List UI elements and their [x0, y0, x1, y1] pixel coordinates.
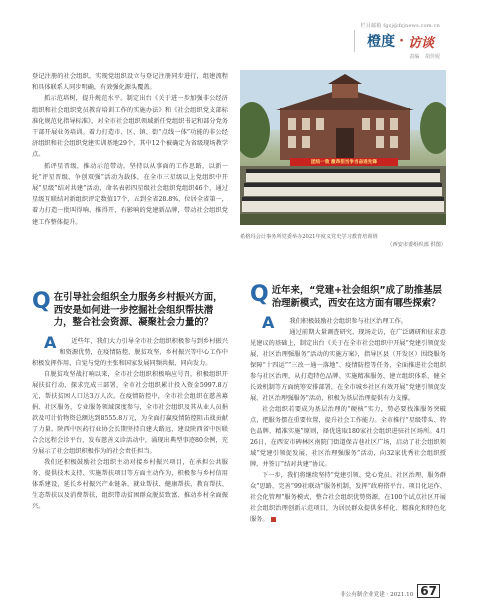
answer-body [250, 313, 446, 525]
paragraph [250, 470, 446, 525]
question-heading [32, 289, 228, 330]
question-marker: Q [250, 282, 269, 307]
question-text: 近年来，“党建+社会组织”成了助推基层治理新模式，西安在这方面有哪些探索？ [271, 285, 442, 309]
group-photo [240, 70, 446, 225]
column-separator: · [399, 33, 404, 49]
end-of-article-mark [271, 517, 276, 522]
question-text: 在引导社会组织全力服务乡村振兴方面，西安是如何进一步挖掘社会组织帮扶潜力，整合社会资源、凝聚社会力量的？ [53, 292, 223, 329]
column-subtitle: 访谈 [407, 35, 434, 51]
question-marker: Q [32, 289, 51, 314]
page-footer [340, 584, 440, 598]
qa-block-1 [32, 289, 228, 512]
caption-line: 希格玛会计事务所党委举办2021年度义党史学习教育培训班 [240, 234, 378, 240]
column-title: 橙度 [367, 34, 396, 50]
answer-marker: A [262, 313, 275, 333]
publication-name: 非公有制企业党建 · 2021.10 [340, 592, 414, 598]
editor-name: 胡佳妮 [424, 54, 440, 60]
question-heading [250, 282, 446, 310]
answer-lead-text: 近些年，我们大力引导全市社会组织积极参与到乡村振兴和资源优势，在疫情防控、脱贫攻坚、乡村振兴等中心工作中积极发挥作用，自觉与党的主张和国家发展同频共振、同向发力。 [32, 337, 228, 367]
paragraph: 我们还积极鼓励社会组织主动对接乡村振兴项目，在承担公共服务、提供技术支持、实施帮扶项目等方面主动作为，积极参与乡村信用体系建设，延长乡村振兴产业链条、就业帮扶、健康帮扶、教育帮扶、生态帮扶以及消费帮扶，组织带动贫困群众脱贫致富、推动乡村全面振兴。 [32, 458, 228, 510]
paragraph: 抓示范培树，提升规范水平。制定出台《关于进一步加强非公经济组织和社会组织党员教育培训工作的实施办法》和《社会组织党支部标准化规范化指导标准》，对全市社会组织领域新任党组织书记和部分党务干部开展业务培训。着力打造市、区、镇、街“点线一体”功能的非公经济组织和社会组织党建实训基地29个，其中12个被确定为省级现场教学点。 [32, 95, 228, 159]
photo-banner-text: 团结一致 激昂担当争当奋进先锋 [311, 160, 377, 165]
editor-credit [409, 53, 440, 60]
column-email: 栏目邮箱 fgsj@fzjnews.com.cn [360, 23, 440, 29]
editor-role: 责编 [409, 54, 420, 60]
paragraph: 登记注册的社会组织，实现党组织设立与登记注册同步进行，组建流程和具体联系人同步明确，有效强化源头覆盖。 [32, 73, 228, 92]
column-title-box [354, 30, 440, 52]
paragraph-text: 下一步，我们将继续坚持“党建引领、党心党员、社区治理、服务群众”思路，完善“99社联动”服务机制，发挥“政府搭平台、项目化运作、社会化管理”服务模式，整合社会组织优势资源，在100个试点社区开展社会组织治理创新示范项目，为居民群众提供多样化、精准化和特色化服务。 [250, 472, 446, 524]
answer-lead-text: 我们积极鼓励社会组织参与社区治理工作。 [289, 318, 407, 326]
caption-credit: （西安市委组织部 供图） [387, 242, 446, 248]
paragraph: 自脱贫攻坚战打响以来，全市社会组织积极响应号召，积极组织开展扶贫行动，探求完成三部署，全市社会组织累计投入资金5997.8万元，帮扶贫困人口达3万人次。在疫情防控中，全市社会组织在慈善募捐、社区服务、专业服务领域深度参与，全市社会组织及其从业人员捐款及可计价物资总额达到8555.8万元，为全面打赢疫情防控阻击战贡献了力量。陕西中医药行业协会长期坚持自建大路远、建设陕西省中医联合会远程会诊平台，发布慈善义诊活动中，涌现出典型事迹80余例，充分展示了社会组织积极作为的社会责任担当。 [32, 370, 228, 455]
column-header [361, 22, 440, 29]
paragraph: 社会组织若要成为基层治理的“硬核”实力，势必要找准服务突破点，把服务摆在重要位置，提升社会工作能力。全市推行“星级带头、特色品牌、精准实施”原则，择优选取180家社会组织进驻社区场所。4月26日，在西安市碑林区南院门街道保吉巷社区广场，启动了社会组织领域“党建引领促发展、社区治理强服务”活动，向32家优秀社会组织授牌，并签订“结对共建”协议。 [250, 406, 446, 469]
qa-block-2 [250, 282, 446, 525]
page-number: 67 [417, 584, 440, 598]
answer-marker: A [44, 332, 57, 352]
intro-text-column [32, 71, 228, 228]
group-photo-illustration [240, 70, 446, 225]
photo-caption [240, 233, 446, 249]
answer-first-paragraph [32, 332, 228, 369]
paragraph: 抓评星晋级，推动示范带动。坚持以从事面的工作思路，以新一轮“评星晋级、争创双强”活动为载体，在全市三星级以上党组织中开展“星级”结对共建”活动，命名表彰四星级社会组织党组织46个，通过星级互联结对新组织评定数值17个，五到全省28.8%，位居全省第一，着力打造一批叫得响、推得开、有影响的党建新品牌，带动社会组织党建工作整体提升。 [32, 162, 228, 226]
answer-body [32, 332, 228, 512]
paragraph: 通过前期大量调查研究、现场走访，在广泛调研和征求意见建议的基础上，制定出台《关于在全市社会组织中开展“党建引领促发展、社区治理强服务”活动的实施方案》，指导区县（开发区）围绕服务保障“十四运”“三改一通一落地”、疫情防控等任务，全面推进社会组织参与社区治理，从打造特色品牌、实施精准服务、建立组织体系、健全长效机制等方面统筹安排部署，在全市城乡社区有效开展“党建引领促发展、社区治理强服务”活动，积极为基层治理提供有力支撑。 [250, 329, 446, 403]
answer-first-paragraph [250, 313, 446, 333]
